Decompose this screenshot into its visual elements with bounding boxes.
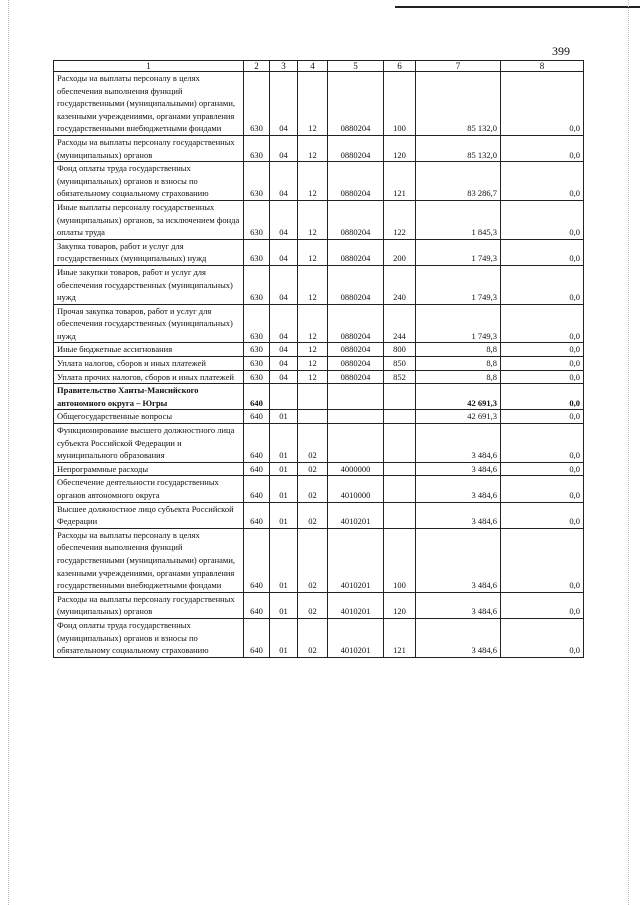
cell-subsection-code [298, 410, 328, 424]
cell-amount-other: 0,0 [501, 476, 584, 502]
cell-target-code [328, 424, 384, 463]
row-name: Закупка товаров, работ и услуг для государственных (муниципальных) нужд [54, 239, 244, 265]
cell-amount: 3 484,6 [416, 592, 501, 618]
cell-amount-other: 0,0 [501, 200, 584, 239]
cell-section-code: 04 [270, 135, 298, 161]
cell-amount: 42 691,3 [416, 410, 501, 424]
cell-ministry-code: 640 [244, 618, 270, 657]
cell-amount-other: 0,0 [501, 618, 584, 657]
cell-section-code: 01 [270, 528, 298, 592]
table-row [54, 304, 584, 343]
cell-amount: 42 691,3 [416, 384, 501, 410]
row-name: Правительство Ханты-Мансийского автономного округа – Югры [54, 384, 244, 410]
cell-amount: 3 484,6 [416, 528, 501, 592]
table-row [54, 162, 584, 201]
cell-expense-type-code: 121 [384, 162, 416, 201]
cell-section-code: 01 [270, 502, 298, 528]
scan-edge-right [628, 0, 630, 905]
cell-target-code: 0880204 [328, 265, 384, 304]
cell-ministry-code: 630 [244, 304, 270, 343]
cell-amount: 1 749,3 [416, 265, 501, 304]
cell-ministry-code: 630 [244, 239, 270, 265]
row-name: Обеспечение деятельности государственных органов автономного округа [54, 476, 244, 502]
cell-ministry-code: 640 [244, 384, 270, 410]
row-name: Непрограммные расходы [54, 462, 244, 476]
cell-amount-other: 0,0 [501, 384, 584, 410]
cell-target-code: 4010201 [328, 618, 384, 657]
cell-expense-type-code: 121 [384, 618, 416, 657]
cell-amount-other: 0,0 [501, 304, 584, 343]
cell-section-code: 01 [270, 410, 298, 424]
cell-amount-other: 0,0 [501, 265, 584, 304]
cell-ministry-code: 630 [244, 200, 270, 239]
cell-section-code: 01 [270, 618, 298, 657]
cell-target-code: 4010000 [328, 476, 384, 502]
cell-section-code: 04 [270, 304, 298, 343]
cell-subsection-code: 02 [298, 528, 328, 592]
column-header: 6 [384, 61, 416, 72]
table-row [54, 462, 584, 476]
cell-expense-type-code: 100 [384, 72, 416, 136]
row-name: Иные бюджетные ассигнования [54, 343, 244, 357]
table-row [54, 410, 584, 424]
scan-edge-left [8, 0, 10, 905]
cell-target-code: 0880204 [328, 304, 384, 343]
cell-subsection-code: 02 [298, 424, 328, 463]
cell-ministry-code: 640 [244, 476, 270, 502]
cell-ministry-code: 640 [244, 502, 270, 528]
cell-subsection-code: 02 [298, 618, 328, 657]
column-header: 8 [501, 61, 584, 72]
cell-subsection-code: 02 [298, 476, 328, 502]
cell-expense-type-code: 852 [384, 370, 416, 384]
budget-table [53, 60, 584, 658]
header-row [54, 61, 584, 72]
cell-subsection-code: 12 [298, 135, 328, 161]
cell-amount: 8,8 [416, 370, 501, 384]
cell-amount: 3 484,6 [416, 424, 501, 463]
table-row [54, 135, 584, 161]
cell-expense-type-code: 850 [384, 357, 416, 371]
cell-section-code: 04 [270, 239, 298, 265]
cell-section-code: 04 [270, 162, 298, 201]
cell-expense-type-code [384, 462, 416, 476]
cell-target-code: 0880204 [328, 370, 384, 384]
cell-target-code: 0880204 [328, 72, 384, 136]
cell-expense-type-code: 122 [384, 200, 416, 239]
cell-section-code: 04 [270, 200, 298, 239]
cell-ministry-code: 640 [244, 424, 270, 463]
row-name: Расходы на выплаты персоналу государственных (муниципальных) органов [54, 135, 244, 161]
cell-ministry-code: 640 [244, 462, 270, 476]
cell-amount: 1 845,3 [416, 200, 501, 239]
cell-section-code [270, 384, 298, 410]
cell-amount-other: 0,0 [501, 135, 584, 161]
cell-amount-other: 0,0 [501, 528, 584, 592]
cell-target-code: 0880204 [328, 200, 384, 239]
cell-amount: 83 286,7 [416, 162, 501, 201]
cell-expense-type-code: 240 [384, 265, 416, 304]
cell-expense-type-code [384, 384, 416, 410]
cell-subsection-code: 02 [298, 462, 328, 476]
table-row [54, 200, 584, 239]
cell-ministry-code: 630 [244, 162, 270, 201]
table-row [54, 502, 584, 528]
cell-subsection-code: 02 [298, 592, 328, 618]
cell-amount-other: 0,0 [501, 72, 584, 136]
cell-ministry-code: 630 [244, 72, 270, 136]
cell-section-code: 04 [270, 72, 298, 136]
row-name: Прочая закупка товаров, работ и услуг для обеспечения государственных (муниципальных) нужд [54, 304, 244, 343]
table-row [54, 424, 584, 463]
cell-target-code [328, 410, 384, 424]
cell-ministry-code: 630 [244, 370, 270, 384]
cell-ministry-code: 640 [244, 592, 270, 618]
row-name: Общегосударственные вопросы [54, 410, 244, 424]
cell-subsection-code: 12 [298, 162, 328, 201]
table-row [54, 239, 584, 265]
cell-ministry-code: 630 [244, 135, 270, 161]
cell-section-code: 01 [270, 476, 298, 502]
cell-amount: 1 749,3 [416, 304, 501, 343]
cell-subsection-code: 12 [298, 239, 328, 265]
row-name: Уплата налогов, сборов и иных платежей [54, 357, 244, 371]
cell-section-code: 04 [270, 357, 298, 371]
cell-section-code: 01 [270, 462, 298, 476]
cell-expense-type-code [384, 410, 416, 424]
cell-amount: 8,8 [416, 343, 501, 357]
cell-amount: 3 484,6 [416, 476, 501, 502]
column-header: 3 [270, 61, 298, 72]
table-header [54, 61, 584, 72]
cell-ministry-code: 640 [244, 410, 270, 424]
cell-amount: 85 132,0 [416, 135, 501, 161]
top-rule [395, 6, 640, 8]
row-name: Фонд оплаты труда государственных (муниципальных) органов и взносы по обязательному социальному страхованию [54, 162, 244, 201]
cell-subsection-code: 12 [298, 200, 328, 239]
cell-subsection-code [298, 384, 328, 410]
cell-subsection-code: 12 [298, 304, 328, 343]
cell-amount: 3 484,6 [416, 462, 501, 476]
table-row [54, 370, 584, 384]
cell-subsection-code: 12 [298, 343, 328, 357]
row-name: Расходы на выплаты персоналу государственных (муниципальных) органов [54, 592, 244, 618]
cell-amount-other: 0,0 [501, 424, 584, 463]
cell-amount-other: 0,0 [501, 162, 584, 201]
cell-amount-other: 0,0 [501, 462, 584, 476]
cell-amount: 85 132,0 [416, 72, 501, 136]
cell-amount-other: 0,0 [501, 370, 584, 384]
cell-subsection-code: 12 [298, 357, 328, 371]
table-row [54, 618, 584, 657]
row-name: Фонд оплаты труда государственных (муниципальных) органов и взносы по обязательному социальному страхованию [54, 618, 244, 657]
cell-section-code: 04 [270, 370, 298, 384]
cell-amount: 3 484,6 [416, 618, 501, 657]
cell-subsection-code: 12 [298, 370, 328, 384]
cell-target-code: 4010201 [328, 502, 384, 528]
cell-target-code: 0880204 [328, 357, 384, 371]
row-name: Функционирование высшего должностного лица субъекта Российской Федерации и муниципального образования [54, 424, 244, 463]
cell-subsection-code: 02 [298, 502, 328, 528]
cell-target-code: 0880204 [328, 239, 384, 265]
cell-section-code: 04 [270, 265, 298, 304]
cell-target-code: 4010201 [328, 528, 384, 592]
row-name: Иные закупки товаров, работ и услуг для обеспечения государственных (муниципальных) нужд [54, 265, 244, 304]
cell-expense-type-code [384, 476, 416, 502]
cell-amount-other: 0,0 [501, 357, 584, 371]
row-name: Расходы на выплаты персоналу в целях обеспечения выполнения функций государственными (муниципальными) органами, казенными учреждениями, органами управления государственными внебюджетными фондами [54, 72, 244, 136]
cell-expense-type-code [384, 502, 416, 528]
table-row [54, 72, 584, 136]
page-number: 399 [552, 44, 570, 58]
cell-subsection-code: 12 [298, 265, 328, 304]
row-name: Высшее должностное лицо субъекта Российской Федерации [54, 502, 244, 528]
table-row [54, 357, 584, 371]
column-header: 4 [298, 61, 328, 72]
cell-ministry-code: 630 [244, 357, 270, 371]
cell-expense-type-code: 244 [384, 304, 416, 343]
cell-amount: 3 484,6 [416, 502, 501, 528]
row-name: Уплата прочих налогов, сборов и иных платежей [54, 370, 244, 384]
cell-target-code: 4000000 [328, 462, 384, 476]
column-header: 2 [244, 61, 270, 72]
cell-target-code: 0880204 [328, 343, 384, 357]
cell-amount-other: 0,0 [501, 502, 584, 528]
table-row [54, 265, 584, 304]
cell-subsection-code: 12 [298, 72, 328, 136]
cell-expense-type-code: 120 [384, 135, 416, 161]
table-row [54, 592, 584, 618]
cell-amount: 1 749,3 [416, 239, 501, 265]
cell-section-code: 01 [270, 592, 298, 618]
cell-target-code [328, 384, 384, 410]
column-header: 5 [328, 61, 384, 72]
column-header: 7 [416, 61, 501, 72]
row-name: Иные выплаты персоналу государственных (муниципальных) органов, за исключением фонда оплаты труда [54, 200, 244, 239]
cell-expense-type-code: 800 [384, 343, 416, 357]
cell-expense-type-code: 200 [384, 239, 416, 265]
table-row [54, 476, 584, 502]
cell-expense-type-code [384, 424, 416, 463]
cell-target-code: 0880204 [328, 162, 384, 201]
cell-section-code: 04 [270, 343, 298, 357]
cell-ministry-code: 630 [244, 265, 270, 304]
table-row [54, 343, 584, 357]
cell-amount: 8,8 [416, 357, 501, 371]
cell-amount-other: 0,0 [501, 343, 584, 357]
row-name: Расходы на выплаты персоналу в целях обеспечения выполнения функций государственными (муниципальными) органами, казенными учреждениями, органами управления государственными внебюджетными фондами [54, 528, 244, 592]
table-row [54, 528, 584, 592]
cell-target-code: 4010201 [328, 592, 384, 618]
cell-amount-other: 0,0 [501, 592, 584, 618]
table-body [54, 72, 584, 658]
cell-expense-type-code: 100 [384, 528, 416, 592]
cell-amount-other: 0,0 [501, 239, 584, 265]
cell-expense-type-code: 120 [384, 592, 416, 618]
column-header: 1 [54, 61, 244, 72]
cell-ministry-code: 630 [244, 343, 270, 357]
cell-amount-other: 0,0 [501, 410, 584, 424]
cell-section-code: 01 [270, 424, 298, 463]
table-row [54, 384, 584, 410]
cell-target-code: 0880204 [328, 135, 384, 161]
cell-ministry-code: 640 [244, 528, 270, 592]
